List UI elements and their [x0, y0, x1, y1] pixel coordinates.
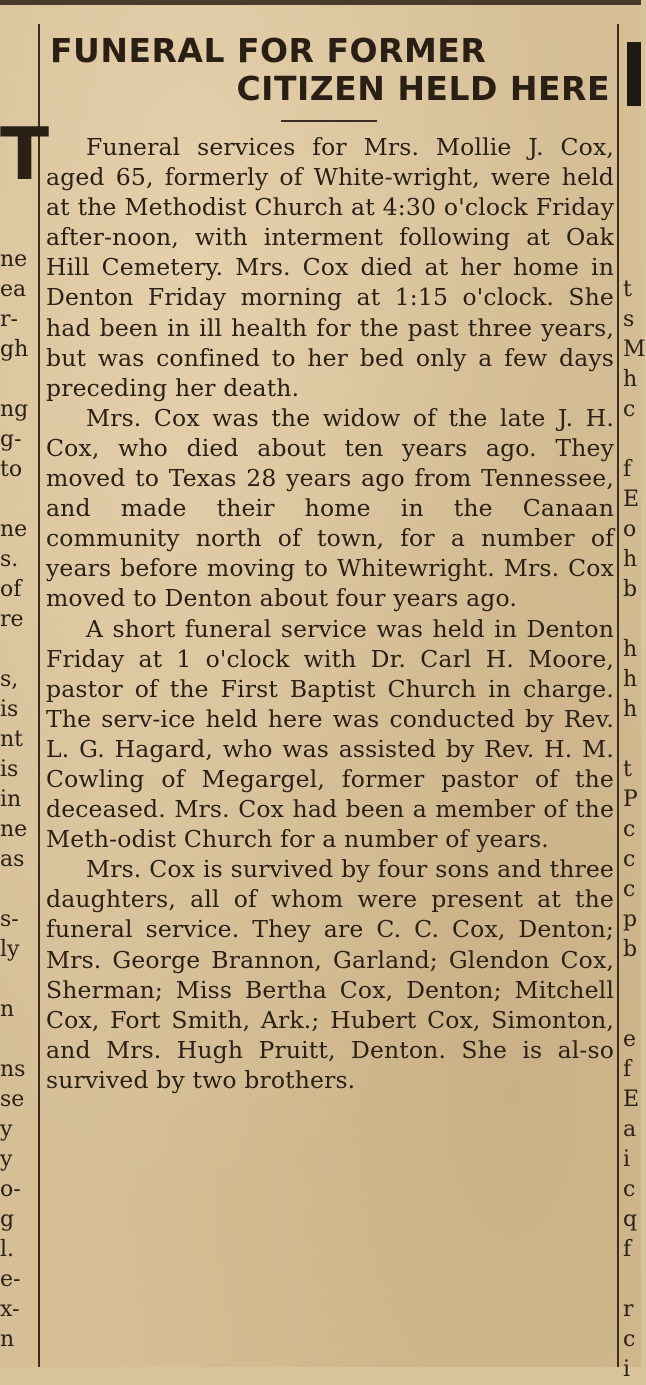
left-fragment-word: is [0, 757, 19, 782]
left-fragment-word: y [0, 1147, 13, 1172]
right-fragment-word: f [623, 457, 632, 482]
left-fragment-word: o- [0, 1177, 21, 1202]
right-fragment-word: P [623, 787, 638, 812]
left-fragment-word: ne [0, 517, 28, 542]
article-paragraph: A short funeral service was held in Denton Friday at 1 o'clock with Dr. Carl H. Moore, pastor of the First Baptist Church in charge. The serv-ice held here was conducted by Rev. L. G. Hagard, who was assisted by Rev. H. M. Cowling of Megargel, former pastor of the deceased. Mrs. Cox had been a member of the Meth-odist Church for a number of years. [46, 614, 614, 854]
right-fragment-word: a [623, 1117, 637, 1142]
article [44, 32, 614, 1095]
right-fragment-word: c [623, 397, 636, 422]
right-fragment-word: h [623, 367, 638, 392]
column-rule-right [617, 24, 619, 1367]
left-fragment-word: s, [0, 667, 19, 692]
left-fragment-word: s- [0, 907, 19, 932]
article-body [44, 132, 614, 1095]
left-fragment-word: e- [0, 1267, 21, 1292]
right-headline-fragment [627, 42, 641, 106]
right-fragment-word: M [623, 337, 646, 362]
right-fragment-word: s [623, 307, 635, 332]
left-fragment-word: g [0, 1207, 15, 1232]
right-fragment-word: i [623, 1357, 631, 1382]
left-fragment-word: re [0, 607, 24, 632]
left-big-letter: T [0, 112, 50, 196]
left-fragment-word: ng [0, 397, 29, 422]
left-fragment-word: n [0, 997, 15, 1022]
right-fragment-word: t [623, 277, 632, 302]
right-fragment-word: i [623, 1147, 631, 1172]
right-fragment-word: h [623, 697, 638, 722]
left-fragment-word: g- [0, 427, 22, 452]
right-fragment-word: f [623, 1057, 632, 1082]
left-fragment-word: is [0, 697, 19, 722]
article-paragraph: Mrs. Cox is survived by four sons and three daughters, all of whom were present at the funeral service. They are C. C. Cox, Denton; Mrs. George Brannon, Garland; Glendon Cox, Sherman; Miss Bertha Cox, Denton; Mitchell Cox, Fort Smith, Ark.; Hubert Cox, Simonton, and Mrs. Hugh Pruitt, Denton. She is al-so survived by two brothers. [46, 855, 614, 1094]
left-fragment-word: r- [0, 307, 18, 332]
left-fragment-word: to [0, 457, 23, 482]
headline-rule [281, 120, 377, 122]
right-fragment-word: E [623, 487, 640, 512]
right-fragment-word: h [623, 637, 638, 662]
left-fragment-word: of [0, 577, 22, 602]
right-fragment-word: c [623, 1177, 636, 1202]
right-fragment-word: r [623, 1297, 634, 1322]
left-fragment-word: y [0, 1117, 13, 1142]
left-fragment-word: ea [0, 277, 27, 302]
left-fragment-word: ns [0, 1057, 26, 1082]
top-rule [0, 0, 641, 5]
left-fragment-word: as [0, 847, 25, 872]
left-fragment-word: s. [0, 547, 19, 572]
right-fragment-word: f [623, 1237, 632, 1262]
right-fragment-word: o [623, 517, 637, 542]
left-fragment-word: gh [0, 337, 29, 362]
left-fragment-word: x- [0, 1297, 20, 1322]
right-fragment-word: b [623, 937, 638, 962]
right-column-fragment [621, 0, 646, 1382]
left-fragment-word: ly [0, 937, 20, 962]
left-fragment-word: l. [0, 1237, 15, 1262]
right-fragment-word: h [623, 547, 638, 572]
right-fragment-word: t [623, 757, 632, 782]
right-fragment-word: c [623, 1327, 636, 1352]
right-fragment-word: E [623, 1087, 640, 1112]
headline-line-2: CITIZEN HELD HERE [236, 69, 610, 108]
right-fragment-word: q [623, 1207, 638, 1232]
right-fragment-word: c [623, 847, 636, 872]
headline-line-1: FUNERAL FOR FORMER [50, 31, 487, 70]
right-fragment-word: c [623, 877, 636, 902]
left-fragment-word: se [0, 1087, 25, 1112]
column-rule-left [38, 24, 40, 1367]
left-fragment-word: in [0, 787, 22, 812]
right-fragment-word: b [623, 577, 638, 602]
article-paragraph: Mrs. Cox was the widow of the late J. H. Cox, who died about ten years ago. They moved to Texas 28 years ago from Tennessee, and made their home in the Canaan community north of town, for a number of years before moving to Whitewright. Mrs. Cox moved to Denton about four years ago. [46, 403, 614, 613]
article-headline [44, 32, 614, 108]
right-fragment-word: p [623, 907, 638, 932]
left-fragment-word: ne [0, 817, 28, 842]
right-fragment-word: e [623, 1027, 637, 1052]
left-fragment-word: ne [0, 247, 28, 272]
article-paragraph: Funeral services for Mrs. Mollie J. Cox, aged 65, formerly of White-wright, were held at the Methodist Church at 4:30 o'clock Friday after-noon, with interment following at Oak Hill Cemetery. Mrs. Cox died at her home in Denton Friday morning at 1:15 o'clock. She had been in ill health for the past three years, but was confined to her bed only a few days preceding her death. [46, 133, 614, 402]
left-fragment-word: n [0, 1327, 15, 1352]
right-fragment-word: c [623, 817, 636, 842]
left-column-fragment [0, 0, 50, 1367]
right-fragment-word: h [623, 667, 638, 692]
left-fragment-word: nt [0, 727, 24, 752]
